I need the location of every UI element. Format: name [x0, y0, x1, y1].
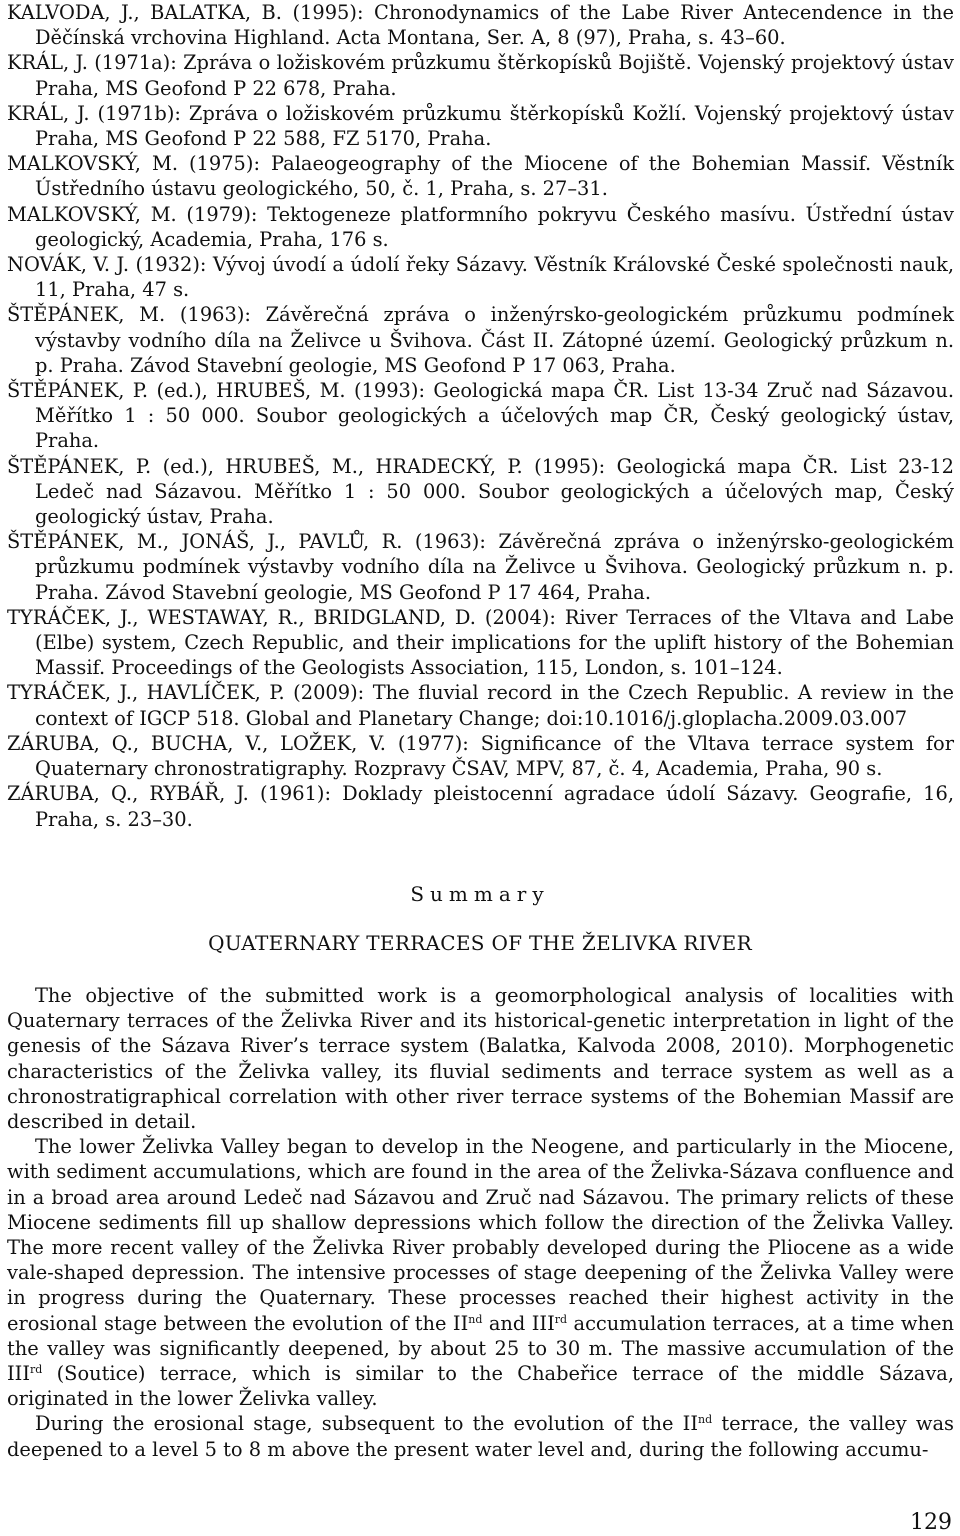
- page-number: 129: [910, 1510, 952, 1535]
- reference-entry: KRÁL, J. (1971b): Zpráva o ložiskovém průzkumu štěrkopísků Kožlí. Vojenský projektový ústav Praha, MS Geofond P 22 588, FZ 5170, Praha.: [7, 101, 954, 151]
- superscript: nd: [468, 1312, 483, 1326]
- text-run: and III: [482, 1311, 555, 1335]
- summary-body: [7, 983, 954, 1462]
- reference-entry: ZÁRUBA, Q., BUCHA, V., LOŽEK, V. (1977): Significance of the Vltava terrace system for Quaternary chronostratigraphy. Rozpravy ČSAV, MPV, 87, č. 4, Academia, Praha, 90 s.: [7, 731, 954, 781]
- reference-entry: NOVÁK, V. J. (1932): Vývoj úvodí a údolí řeky Sázavy. Věstník Královské České společnosti nauk, 11, Praha, 47 s.: [7, 253, 954, 302]
- reference-entry: TYRÁČEK, J., WESTAWAY, R., BRIDGLAND, D. (2004): River Terraces of the Vltava and Labe (Elbe) system, Czech Republic, and their implications for the uplift history of the Bohemian Massif. Proceedings of the Geologists Association, 115, London, s. 101–124.: [7, 605, 954, 680]
- summary-paragraph: [7, 1134, 954, 1411]
- superscript: nd: [698, 1413, 713, 1427]
- text-run: The lower Želivka Valley began to develop in the Neogene, and particularly in the Miocene, with sediment accumulations, which are found in the area of the Želivka-Sázava confluence and in a broad area around Ledeč nad Sázavou and Zruč nad Sázavou. The primary relicts of these Miocene sediments fill up shallow depressions which follow the direction of the Želivka Valley. The more recent valley of the Želivka River probably developed during the Pliocene as a wide vale-shaped depression. The intensive processes of stage deepening of the Želivka Valley were in progress during the Quaternary. These processes reached their highest activity in the erosional stage between the evolution of the II: [7, 1135, 954, 1335]
- superscript: rd: [29, 1363, 43, 1377]
- reference-entry: ŠTĚPÁNEK, M., JONÁŠ, J., PAVLŮ, R. (1963): Závěrečná zpráva o inženýrsko-geologickém průzkumu podmínek výstavby vodního díla na Želivce u Švihova. Geologický průzkum n. p. Praha. Závod Stavební geologie, MS Geofond P 17 464, Praha.: [7, 530, 954, 604]
- reference-entry: KRÁL, J. (1971a): Zpráva o ložiskovém průzkumu štěrkopísků Bojiště. Vojenský projektový ústav Praha, MS Geofond P 22 678, Praha.: [7, 51, 954, 100]
- text-run: terrace, the valley was deepened to a level 5 to 8 m above the present water level and, during the following accumu-: [7, 1412, 954, 1461]
- summary-paragraph: The objective of the submitted work is a geomorphological analysis of localities with Quaternary terraces of the Želivka River and its historical-genetic interpretation in light of the genesis of the Sázava River’s terrace system (Balatka, Kalvoda 2008, 2010). Morphogenetic characteristics of the Želivka valley, its fluvial sediments and terrace system as well as a chronostratigraphical correlation with other river terrace systems of the Bohemian Massif are described in detail.: [7, 984, 954, 1134]
- reference-entry: ŠTĚPÁNEK, M. (1963): Závěrečná zpráva o inženýrsko-geologickém průzkumu podmínek výstavby vodního díla na Želivce u Švihova. Část II. Zátopné území. Geologický průzkum n. p. Praha. Závod Stavební geologie, MS Geofond P 17 063, Praha.: [7, 303, 954, 377]
- reference-entry: TYRÁČEK, J., HAVLÍČEK, P. (2009): The fluvial record in the Czech Republic. A review in the context of IGCP 518. Global and Planetary Change; doi:10.1016/j.gloplacha.2009.03.007: [7, 681, 954, 730]
- text-run: accumulation terraces, at a time when the valley was significantly deepened, by about 25 to 30 m. The massive accumulation of the III: [7, 1311, 954, 1386]
- reference-entry: MALKOVSKÝ, M. (1975): Palaeogeography of the Miocene of the Bohemian Massif. Věstník Ústředního ústavu geologického, 50, č. 1, Praha, s. 27–31.: [7, 152, 954, 201]
- summary-title: Summary: [410, 882, 550, 906]
- reference-entry: ŠTĚPÁNEK, P. (ed.), HRUBEŠ, M. (1993): Geologická mapa ČR. List 13-34 Zruč nad Sázavou. Měřítko 1 : 50 000. Soubor geologických a účelových map ČR, Český geologický ústav, Praha.: [7, 379, 954, 453]
- reference-entry: ŠTĚPÁNEK, P. (ed.), HRUBEŠ, M., HRADECKÝ, P. (1995): Geologická mapa ČR. List 23-12 Ledeč nad Sázavou. Měřítko 1 : 50 000. Soubor geologických a účelových map, Český geologický ústav, Praha.: [7, 454, 954, 529]
- reference-entry: ZÁRUBA, Q., RYBÁŘ, J. (1961): Doklady pleistocenní agradace údolí Sázavy. Geografie, 16, Praha, s. 23–30.: [7, 782, 954, 831]
- summary-heading: QUATERNARY TERRACES OF THE ŽELIVKA RIVER: [208, 931, 752, 955]
- text-run: (Soutice) terrace, which is similar to the Chabeřice terrace of the middle Sázava, originated in the lower Želivka valley.: [7, 1362, 954, 1411]
- summary-paragraph: [7, 1411, 954, 1461]
- superscript: rd: [554, 1312, 568, 1326]
- reference-entry: KALVODA, J., BALATKA, B. (1995): Chronodynamics of the Labe River Antecendence in the Děčínská vrchovina Highland. Acta Montana, Ser. A, 8 (97), Praha, s. 43–60.: [7, 1, 954, 50]
- reference-list: [7, 0, 954, 832]
- reference-entry: MALKOVSKÝ, M. (1979): Tektogeneze platformního pokryvu Českého masívu. Ústřední ústav geologický, Academia, Praha, 176 s.: [7, 202, 954, 251]
- text-run: During the erosional stage, subsequent to the evolution of the II: [35, 1412, 698, 1436]
